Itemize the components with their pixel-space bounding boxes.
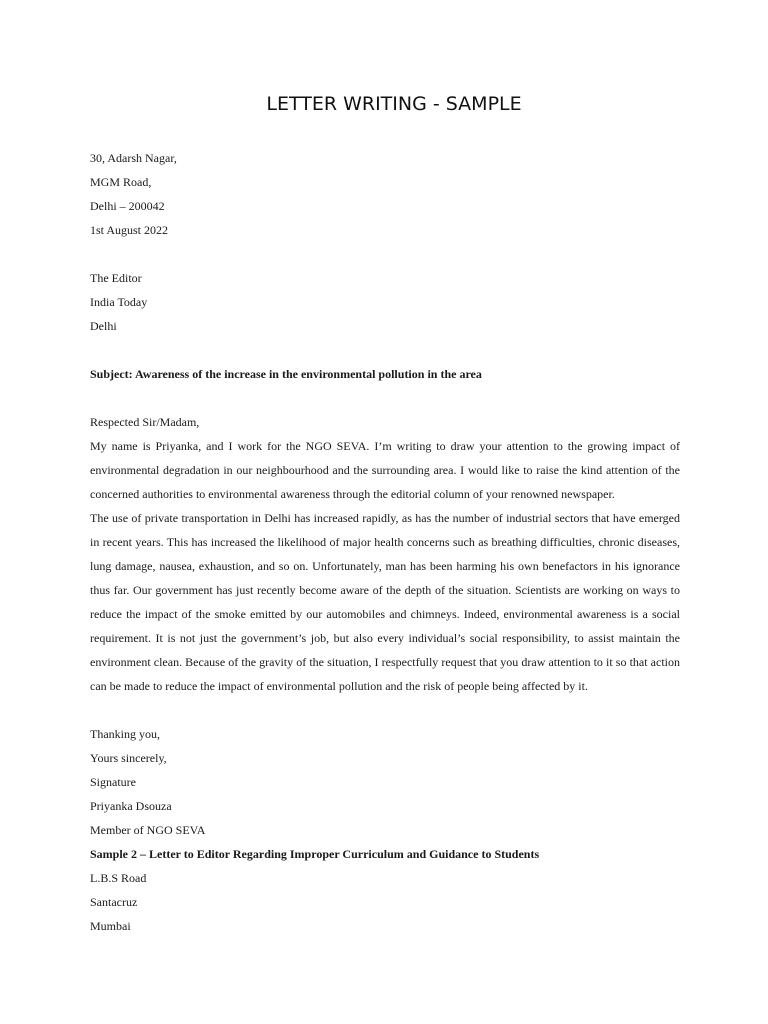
recipient-line-2: India Today [90,295,148,309]
letter-body [90,146,680,938]
spacer [90,242,680,266]
spacer [90,698,680,722]
sender-address-line-3: Delhi – 200042 [90,199,165,213]
recipient-line-1: The Editor [90,271,142,285]
spacer [90,338,680,362]
document-title: LETTER WRITING - SAMPLE [266,93,522,115]
sample-2-address-line-2: Santacruz [90,895,138,909]
recipient-line-3: Delhi [90,319,117,333]
sample-2-address-line-1: L.B.S Road [90,871,147,885]
letter-subject: Subject: Awareness of the increase in the environmental pollution in the area [90,367,482,381]
letter-date: 1st August 2022 [90,223,169,237]
signature: Signature [90,775,136,789]
body-paragraph-1: My name is Priyanka, and I work for the NGO SEVA. I’m writing to draw your attention to the growing impact of environmental degradation in our neighbourhood and the surrounding area. I would like to raise the kind attention of the concerned authorities to environmental awareness through the editorial column of your renowned newspaper. [90,439,680,501]
sender-designation: Member of NGO SEVA [90,823,206,837]
sender-address-line-2: MGM Road, [90,175,152,189]
spacer [90,386,680,410]
sample-2-heading: Sample 2 – Letter to Editor Regarding Improper Curriculum and Guidance to Students [90,847,540,861]
sender-name: Priyanka Dsouza [90,799,172,813]
body-paragraph-2: The use of private transportation in Delhi has increased rapidly, as has the number of industrial sectors that have emerged in recent years. This has increased the likelihood of major health concerns such as breathing difficulties, chronic diseases, lung damage, nausea, exhaustion, and so on. Unfortunately, man has been harming his own benefactors in his ignorance thus far. Our government has just recently become aware of the depth of the situation. Scientists are working on ways to reduce the impact of the smoke emitted by our automobiles and chimneys. Indeed, environmental awareness is a social requirement. It is not just the government’s job, but also every individual’s social responsibility, to assist maintain the environment clean. Because of the gravity of the situation, I respectfully request that you draw attention to it so that action can be made to reduce the impact of environmental pollution and the risk of people being affected by it. [90,511,680,693]
closing-sign-off: Yours sincerely, [90,751,167,765]
sender-address-line-1: 30, Adarsh Nagar, [90,151,177,165]
sample-2-address-line-3: Mumbai [90,919,131,933]
closing-thanks: Thanking you, [90,727,160,741]
salutation: Respected Sir/Madam, [90,415,200,429]
